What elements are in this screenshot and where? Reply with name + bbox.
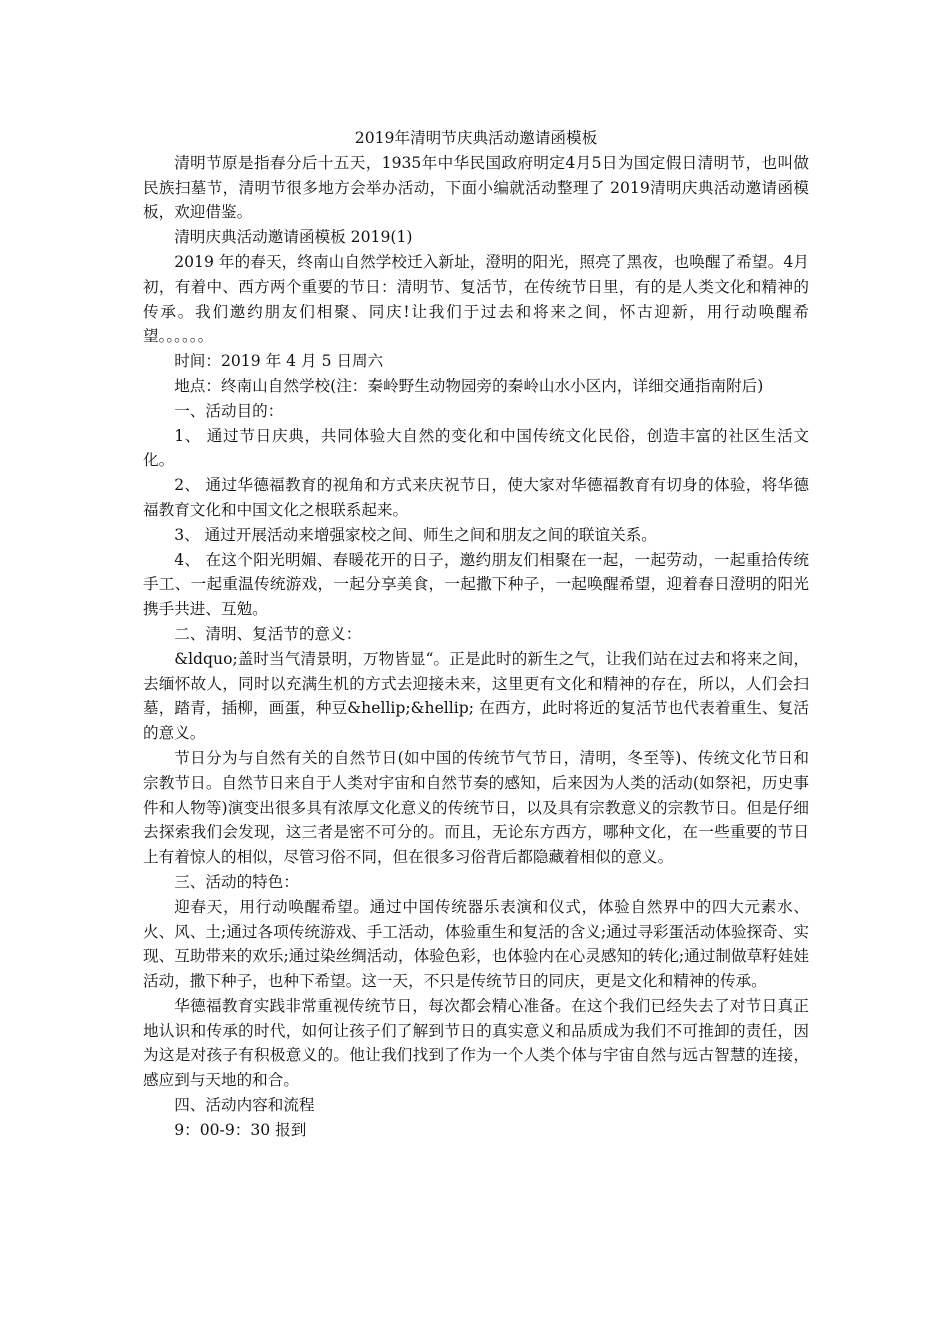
purpose-item-1: 1、 通过节日庆典，共同体验大自然的变化和中国传统文化民俗，创造丰富的社区生活文化。 bbox=[143, 426, 809, 470]
section-heading-schedule: 四、活动内容和流程 bbox=[174, 1096, 315, 1115]
section-heading-features: 三、活动的特色： bbox=[174, 872, 299, 891]
event-time: 时间：2019 年 4 月 5 日周六 bbox=[174, 352, 384, 371]
document-body bbox=[143, 126, 809, 1143]
features-paragraph-1: 迎春天，用行动唤醒希望。通过中国传统器乐表演和仪式，体验自然界中的四大元素水、火、风、土;通过各项传统游戏、手工活动，体验重生和复活的含义;通过寻彩蛋活动体验探奇、实现、互助带来的欢乐;通过染丝绸活动，体验色彩，也体验内在心灵感知的转化;通过制做草籽娃娃活动，撒下种子，也种下希望。这一天，不只是传统节日的同庆，更是文化和精神的传承。 bbox=[143, 897, 809, 991]
section-heading-purpose: 一、活动目的： bbox=[174, 401, 284, 420]
meaning-paragraph-2: 节日分为与自然有关的自然节日(如中国的传统节气节日，清明，冬至等)、传统文化节日和宗教节日。自然节日来自于人类对宇宙和自然节奏的感知，后来因为人类的活动(如祭祀，历史事件和人物等)演变出很多具有浓厚文化意义的传统节日，以及具有宗教意义的宗教节日。但是仔细去探索我们会发现，这三者是密不可分的。而且，无论东方西方，哪种文化，在一些重要的节日上有着惊人的相似，尽管习俗不同，但在很多习俗背后都隐藏着相似的意义。 bbox=[143, 748, 809, 867]
purpose-item-2: 2、 通过华德福教育的视角和方式来庆祝节日，使大家对华德福教育有切身的体验，将华德福教育文化和中国文化之根联系起来。 bbox=[143, 476, 809, 519]
features-paragraph-2: 华德福教育实践非常重视传统节日，每次都会精心准备。在这个我们已经失去了对节日真正地认识和传承的时代，如何让孩子们了解到节日的真实意义和品质成为我们不可推卸的责任，因为这是对孩子有积极意义的。他让我们找到了作为一个人类个体与宇宙自然与远古智慧的连接，感应到与天地的和合。 bbox=[143, 996, 809, 1090]
purpose-item-3: 3、 通过开展活动来增强家校之间、师生之间和朋友之间的联谊关系。 bbox=[174, 525, 657, 544]
schedule-item-checkin: 9：00-9：30 报到 bbox=[174, 1120, 307, 1139]
purpose-item-4: 4、 在这个阳光明媚、春暖花开的日子，邀约朋友们相聚在一起，一起劳动，一起重拾传统手工、一起重温传统游戏，一起分享美食，一起撒下种子，一起唤醒希望，迎着春日澄明的阳光携手共进、互勉。 bbox=[143, 550, 809, 619]
document-title: 2019年清明节庆典活动邀请函模板 bbox=[354, 129, 598, 147]
meaning-paragraph-1: &ldquo;盖时当气清景明，万物皆显“。正是此时的新生之气，让我们站在过去和将来之间，去缅怀故人，同时以充满生机的方式去迎接未来，这里更有文化和精神的存在，所以，人们会扫墓，踏青，插柳，画蛋，种豆&hellip;&hellip; 在西方，此时将近的复活节也代表着重生、复活的意义。 bbox=[143, 649, 809, 743]
event-location: 地点：终南山自然学校(注：秦岭野生动物园旁的秦岭山水小区内，详细交通指南附后) bbox=[174, 376, 764, 395]
intro-paragraph: 清明节原是指春分后十五天，1935年中华民国政府明定4月5日为国定假日清明节，也叫做民族扫墓节，清明节很多地方会举办活动，下面小编就活动整理了 2019清明庆典活动邀请函模板，欢迎借鉴。 bbox=[143, 153, 809, 222]
invitation-paragraph: 2019 年的春天，终南山自然学校迁入新址，澄明的阳光，照亮了黑夜，也唤醒了希望。4月初，有着中、西方两个重要的节日：清明节、复活节，在传统节日里，有的是人类文化和精神的传承。我们邀约朋友们相聚、同庆!让我们于过去和将来之间，怀古迎新，用行动唤醒希望。。。。。。 bbox=[143, 252, 809, 346]
section-heading-meaning: 二、清明、复活节的意义： bbox=[174, 624, 362, 643]
template-heading: 清明庆典活动邀请函模板 2019(1) bbox=[174, 228, 413, 247]
